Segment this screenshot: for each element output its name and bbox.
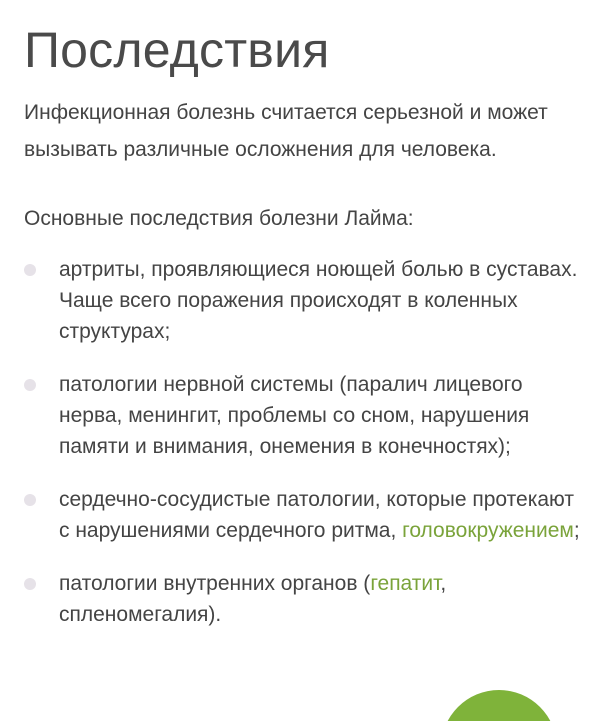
list-item (24, 254, 580, 347)
list-item (24, 568, 580, 630)
bullet-dot-icon (24, 379, 36, 391)
bullet-dot-icon (24, 578, 36, 590)
bullet-dot-icon (24, 494, 36, 506)
list-item (24, 369, 580, 462)
link-hepatitis[interactable]: гепатит (370, 572, 441, 595)
list-item-text: патологии внутренних органов ( (59, 572, 371, 595)
list-item-text: , спленомегалия). (59, 572, 447, 626)
list-item-text: ; (573, 519, 580, 542)
floating-action-button[interactable] (441, 690, 557, 721)
list-item-text: артриты, проявляющиеся ноющей болью в суставах. Чаще всего поражения происходят в коленных структурах; (59, 258, 578, 343)
bullet-dot-icon (24, 264, 36, 276)
list-heading: Основные последствия болезни Лайма: (24, 207, 414, 230)
link-dizziness[interactable]: головокружением (402, 519, 574, 542)
list-item-text: сердечно-сосудистые патологии, которые протекают с нарушениями сердечного ритма, (59, 488, 574, 542)
intro-paragraph: Инфекционная болезнь считается серьезной и может вызывать различные осложнения для человека. (24, 101, 548, 161)
list-item-text: патологии нервной системы (паралич лицевого нерва, менингит, проблемы со сном, нарушения памяти и внимания, онемения в конечностях); (59, 373, 530, 458)
consequences-list (24, 254, 580, 630)
article-content (24, 0, 580, 652)
list-item (24, 484, 580, 546)
page-title: Последствия (24, 22, 330, 78)
